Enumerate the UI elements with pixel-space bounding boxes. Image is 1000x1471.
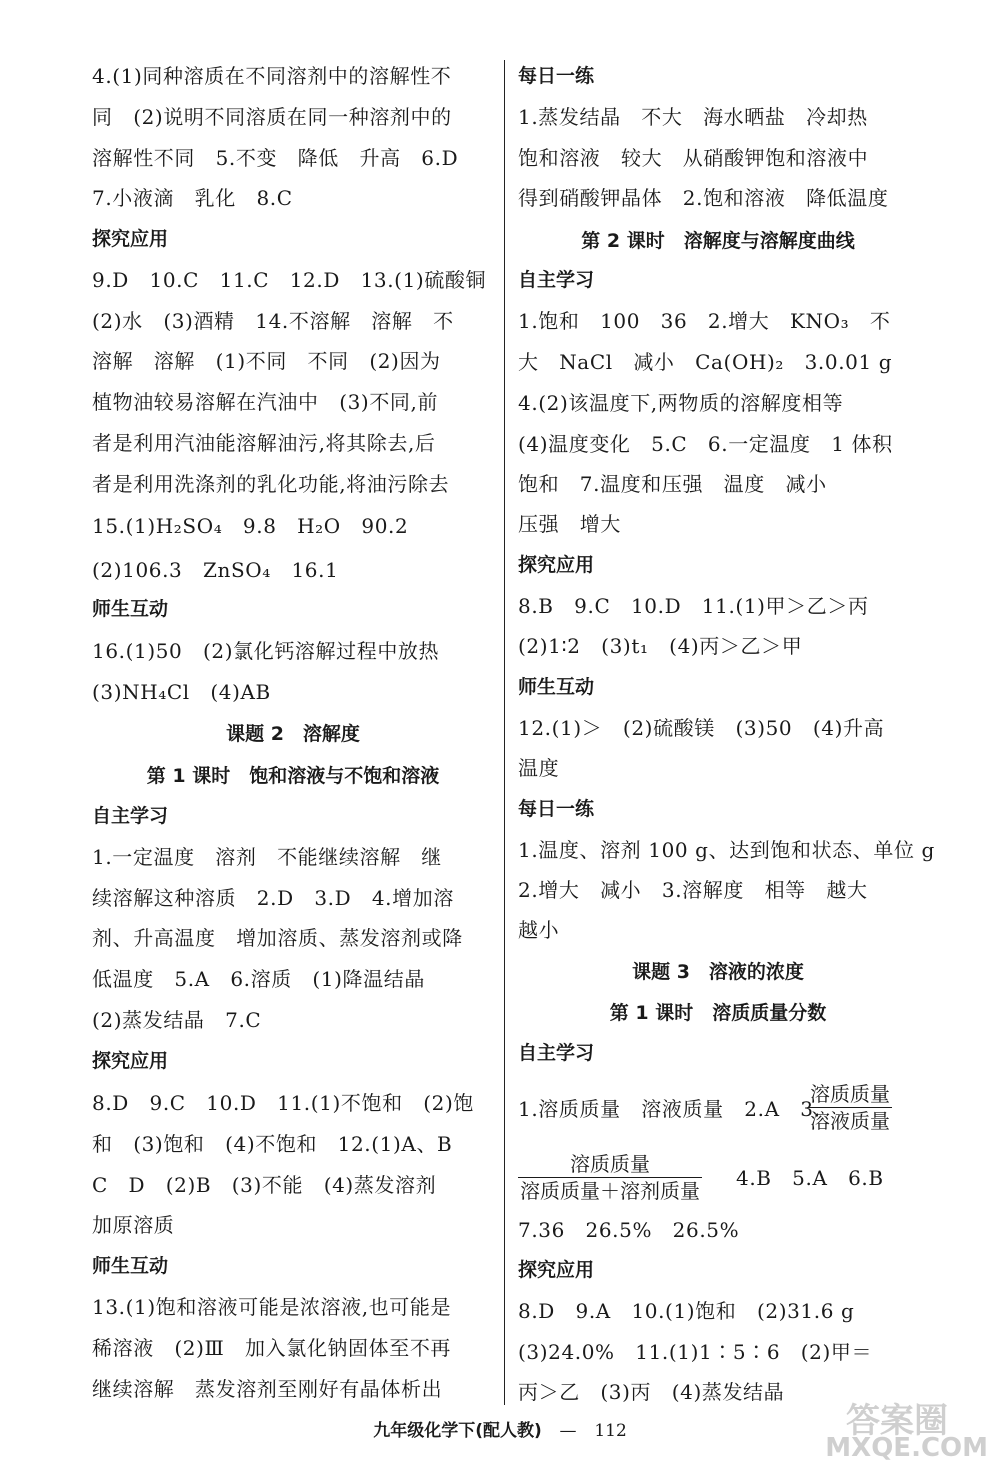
section-heading: 自主学习 bbox=[92, 805, 169, 827]
answer-line: 植物油较易溶解在汽油中 (3)不同,前 bbox=[92, 390, 439, 414]
answer-line: (2)1∶2 (3)t₁ (4)丙＞乙＞甲 bbox=[518, 634, 803, 658]
section-heading: 自主学习 bbox=[518, 1042, 595, 1064]
answer-line: 1.一定温度 溶剂 不能继续溶解 继 bbox=[92, 845, 442, 869]
section-heading: 探究应用 bbox=[92, 228, 169, 250]
section-heading: 师生互动 bbox=[92, 1255, 169, 1277]
section-heading: 探究应用 bbox=[92, 1050, 169, 1072]
answer-line: 12.(1)＞ (2)硫酸镁 (3)50 (4)升高 bbox=[518, 716, 885, 740]
answer-line: 温度 bbox=[518, 756, 560, 780]
answer-line: (3)NH₄Cl (4)AB bbox=[92, 680, 271, 704]
answer-line: 饱和溶液 较大 从硝酸钾饱和溶液中 bbox=[518, 146, 869, 170]
answer-line: 同 (2)说明不同溶质在同一种溶剂中的 bbox=[92, 105, 452, 129]
answer-line: 和 (3)饱和 (4)不饱和 12.(1)A、B bbox=[92, 1132, 453, 1156]
section-heading: 师生互动 bbox=[518, 676, 595, 698]
answer-line: 4.(2)该温度下,两物质的溶解度相等 bbox=[518, 391, 844, 415]
topic-title: 课题 3 溶液的浓度 bbox=[632, 961, 804, 983]
answer-line: 15.(1)H₂SO₄ 9.8 H₂O 90.2 bbox=[92, 514, 409, 538]
answer-line: (2)106.3 ZnSO₄ 16.1 bbox=[92, 558, 339, 582]
formula-fraction bbox=[808, 1081, 892, 1134]
answer-line: 者是利用汽油能溶解油污,将其除去,后 bbox=[92, 431, 436, 455]
answer-line: 2.增大 减小 3.溶解度 相等 越大 bbox=[518, 878, 868, 902]
lesson-title: 第 1 课时 饱和溶液与不饱和溶液 bbox=[146, 765, 440, 787]
section-heading: 每日一练 bbox=[518, 65, 595, 87]
answer-line: 1.温度、溶剂 100 g、达到饱和状态、单位 g bbox=[518, 838, 935, 862]
topic-title: 课题 2 溶解度 bbox=[226, 723, 360, 745]
answer-line: 13.(1)饱和溶液可能是浓溶液,也可能是 bbox=[92, 1295, 452, 1319]
section-heading: 探究应用 bbox=[518, 1259, 595, 1281]
answer-line: (3)24.0% 11.(1)1∶5∶6 (2)甲＝ bbox=[518, 1340, 873, 1364]
watermark-logo-text: 答案圈 bbox=[846, 1401, 948, 1441]
answer-line: 得到硝酸钾晶体 2.饱和溶液 降低温度 bbox=[518, 186, 889, 210]
answer-line: 8.D 9.C 10.D 11.(1)不饱和 (2)饱 bbox=[92, 1091, 475, 1115]
answer-line: 越小 bbox=[518, 918, 560, 942]
answer-line: 9.D 10.C 11.C 12.D 13.(1)硫酸铜 bbox=[92, 268, 487, 292]
fraction-denominator: 溶液质量 bbox=[810, 1109, 890, 1133]
section-heading: 自主学习 bbox=[518, 269, 595, 291]
section-heading: 探究应用 bbox=[518, 554, 595, 576]
answer-line: 续溶解这种溶质 2.D 3.D 4.增加溶 bbox=[92, 886, 454, 910]
answer-line: (2)蒸发结晶 7.C bbox=[92, 1008, 262, 1032]
footer-dash: — bbox=[559, 1421, 577, 1441]
lesson-title: 第 1 课时 溶质质量分数 bbox=[609, 1002, 827, 1024]
answer-line: 压强 增大 bbox=[518, 512, 621, 536]
answer-line: 溶解性不同 5.不变 降低 升高 6.D bbox=[92, 146, 459, 170]
book-title: 九年级化学下(配人教) bbox=[373, 1421, 542, 1441]
formula-fraction bbox=[518, 1151, 702, 1204]
answer-line: 丙＞乙 (3)丙 (4)蒸发结晶 bbox=[518, 1380, 785, 1404]
answer-line: 饱和 7.温度和压强 温度 减小 bbox=[518, 472, 827, 496]
answer-line: 大 NaCl 减小 Ca(OH)₂ 3.0.01 g bbox=[518, 350, 893, 374]
page-number: 112 bbox=[594, 1421, 627, 1441]
fraction-denominator: 溶质质量＋溶剂质量 bbox=[520, 1179, 700, 1203]
answer-line: (4)温度变化 5.C 6.一定温度 1 体积 bbox=[518, 432, 893, 456]
watermark-logo bbox=[778, 1393, 988, 1463]
answer-line: 稀溶液 (2)Ⅲ 加入氯化钠固体至不再 bbox=[92, 1336, 452, 1360]
answer-line: 8.D 9.A 10.(1)饱和 (2)31.6 g bbox=[518, 1299, 855, 1323]
answer-line: 剂、升高温度 增加溶质、蒸发溶剂或降 bbox=[92, 926, 463, 950]
answer-line: 7.36 26.5% 26.5% bbox=[518, 1218, 740, 1242]
answer-line: 继续溶解 蒸发溶剂至刚好有晶体析出 bbox=[92, 1377, 443, 1401]
fraction-numerator: 溶质质量 bbox=[570, 1152, 650, 1176]
answer-line: 4.B 5.A 6.B bbox=[736, 1166, 884, 1190]
column-divider bbox=[504, 60, 505, 1405]
answer-line: 者是利用洗涤剂的乳化功能,将油污除去 bbox=[92, 472, 450, 496]
section-heading: 每日一练 bbox=[518, 798, 595, 820]
answer-line: C D (2)B (3)不能 (4)蒸发溶剂 bbox=[92, 1173, 437, 1197]
answer-line: (2)水 (3)酒精 14.不溶解 溶解 不 bbox=[92, 309, 454, 333]
answer-line: 4.(1)同种溶质在不同溶剂中的溶解性不 bbox=[92, 64, 452, 88]
watermark-site-text: MXQE.COM bbox=[825, 1433, 988, 1463]
answer-line: 溶解 溶解 (1)不同 不同 (2)因为 bbox=[92, 349, 441, 373]
answer-line: 16.(1)50 (2)氯化钙溶解过程中放热 bbox=[92, 639, 440, 663]
fraction-numerator: 溶质质量 bbox=[810, 1082, 890, 1106]
answer-line: 低温度 5.A 6.溶质 (1)降温结晶 bbox=[92, 967, 425, 991]
answer-line: 1.溶质质量 溶液质量 2.A 3. bbox=[518, 1097, 821, 1121]
answer-line: 1.饱和 100 36 2.增大 KNO₃ 不 bbox=[518, 309, 891, 333]
section-heading: 师生互动 bbox=[92, 598, 169, 620]
answer-line: 加原溶质 bbox=[92, 1213, 175, 1237]
answer-line: 7.小液滴 乳化 8.C bbox=[92, 186, 293, 210]
answer-line: 1.蒸发结晶 不大 海水晒盐 冷却热 bbox=[518, 105, 868, 129]
answer-line: 8.B 9.C 10.D 11.(1)甲＞乙＞丙 bbox=[518, 594, 869, 618]
lesson-title: 第 2 课时 溶解度与溶解度曲线 bbox=[581, 230, 855, 252]
